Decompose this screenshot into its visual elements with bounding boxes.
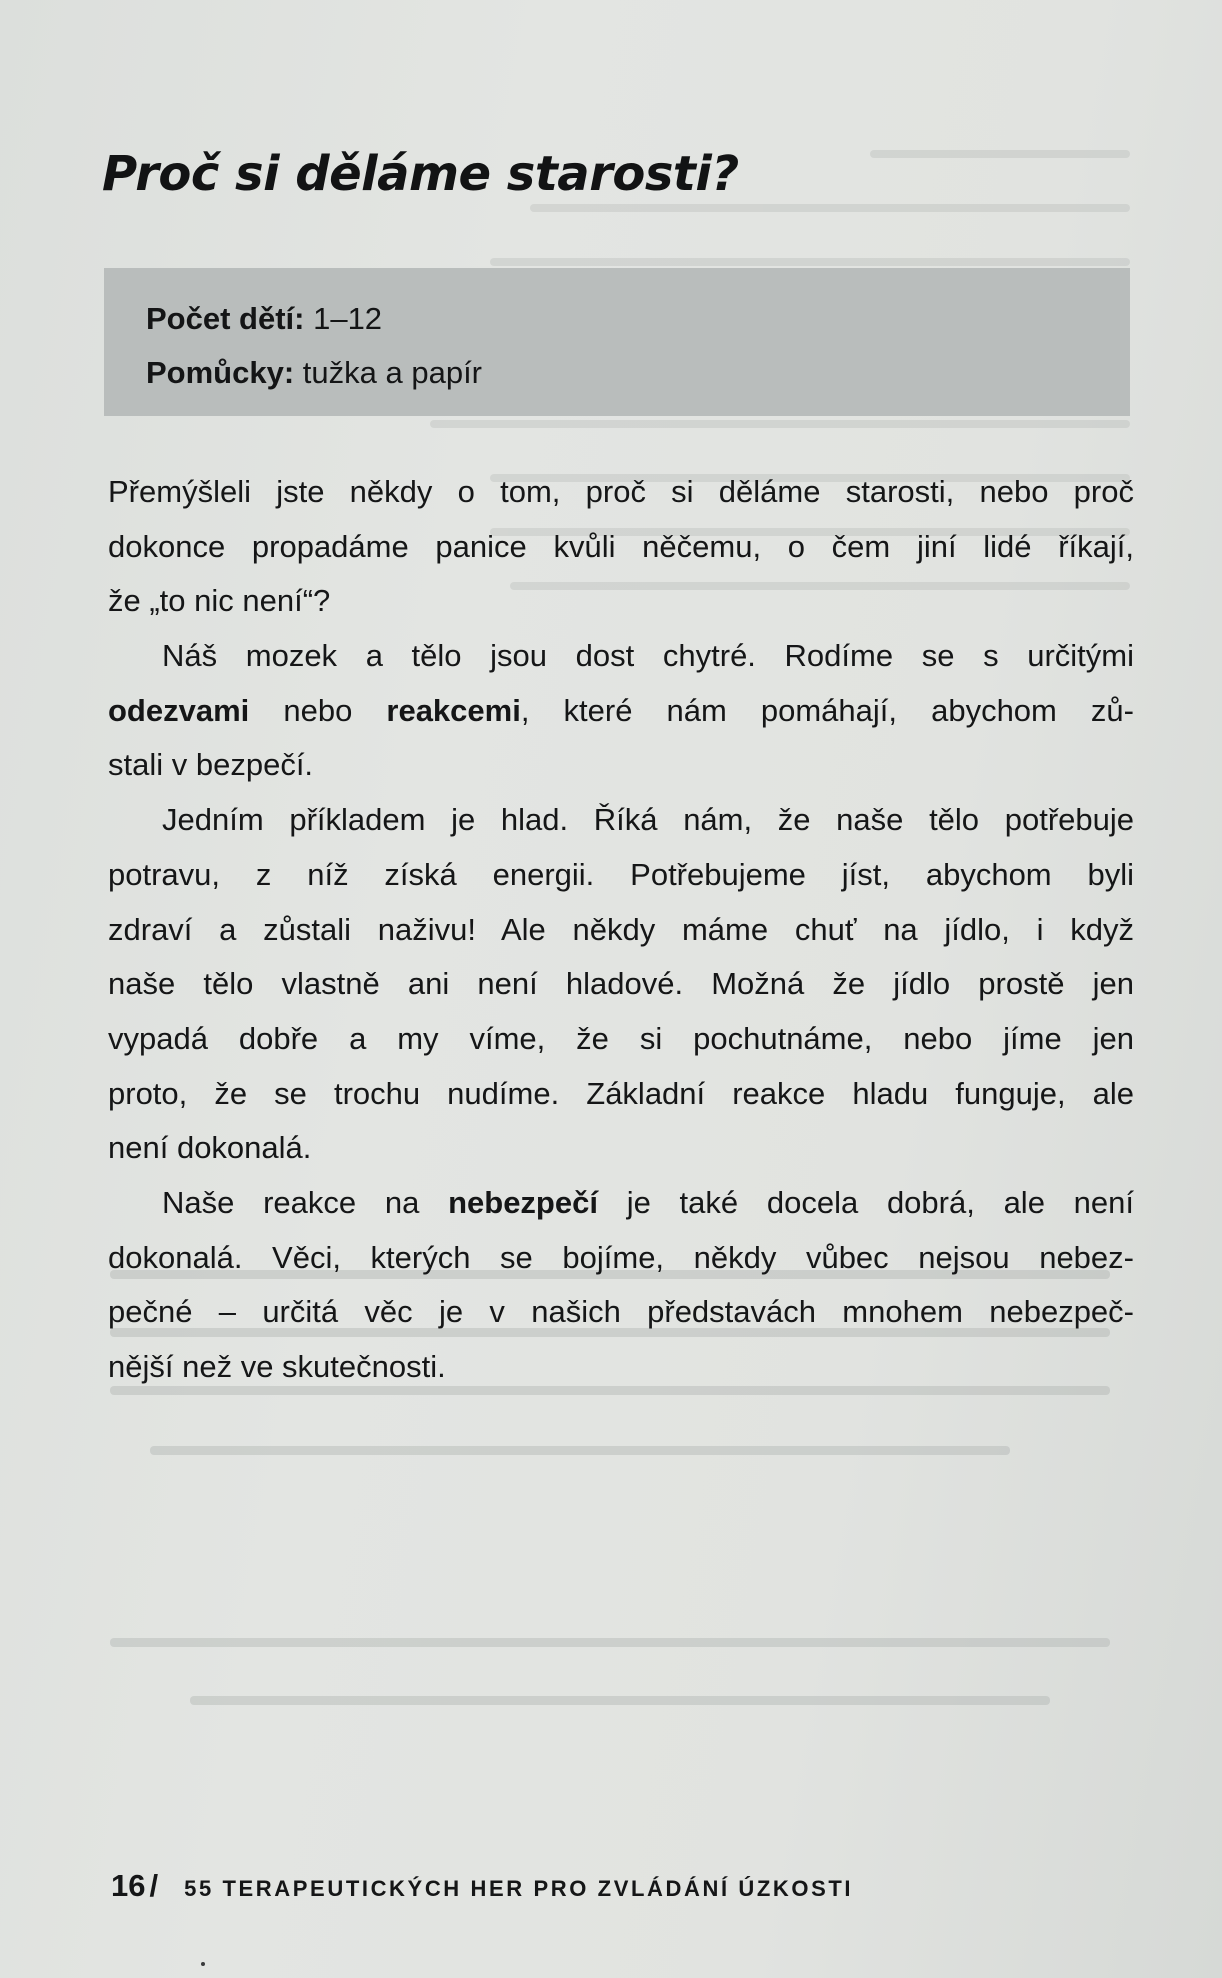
section-title: Proč si děláme starosti? [102,146,739,202]
paragraph-1-line-2: dokonce propadáme panice kvůli něčemu, o čem jiní lidé říkají, [108,528,1134,564]
paragraph-2-line-2-mid: nebo [249,692,387,728]
paragraph-1-line-3: že „to nic není“? [108,583,331,619]
paragraph-4-line-1 [108,1176,1134,1231]
paragraph-3-line-4: naše tělo vlastně ani není hladové. Možná že jídlo prostě jen [108,966,1134,1002]
page-number: 16 [111,1868,146,1903]
body-text [108,465,1134,1395]
materials-row [146,346,1130,400]
children-count-value: 1–12 [304,301,383,336]
paragraph-3-line-6: proto, že se trochu nudíme. Základní reakce hladu funguje, ale [108,1075,1134,1111]
paragraph-4-line-4: nější než ve skutečnosti. [108,1349,446,1384]
term-nebezpeci: nebezpečí [448,1184,598,1220]
paragraph-2-line-3: stali v bezpečí. [108,747,314,783]
term-odezvami: odezvami [108,692,250,728]
footer-separator: / [149,1868,159,1903]
paragraph-2-line-1: Náš mozek a tělo jsou dost chytré. Rodíme se s určitými [162,638,1134,674]
paragraph-1-line-1: Přemýšleli jste někdy o tom, proč si děláme starosti, nebo proč [108,474,1134,509]
paragraph-4-line-1-rest: je také docela dobrá, ale není [597,1184,1134,1220]
paragraph-4-line-2: dokonalá. Věci, kterých se bojíme, někdy vůbec nejsou nebez- [108,1239,1134,1275]
paragraph-3-line-2: potravu, z níž získá energii. Potřebujeme jíst, abychom byli [108,856,1134,892]
paragraph-3-line-7: není dokonalá. [108,1130,312,1166]
paragraph-2-line-2-rest: , které nám pomáhají, abychom zů- [520,692,1134,728]
paragraph-2-line-2 [108,684,1134,739]
running-book-title: 55 TERAPEUTICKÝCH HER PRO ZVLÁDÁNÍ ÚZKOSTI [184,1876,854,1901]
activity-info-box [104,268,1130,416]
paragraph-3-line-5: vypadá dobře a my víme, že si pochutnáme, nebo jíme jen [108,1020,1134,1056]
paragraph-3-line-3: zdraví a zůstali naživu! Ale někdy máme chuť na jídlo, i když [108,911,1134,947]
paragraph-3-line-1: Jedním příkladem je hlad. Říká nám, že naše tělo potřebuje [162,802,1134,838]
children-count-row [146,292,1130,346]
print-speck [201,1962,205,1966]
paragraph-4-line-3: pečné – určitá věc je v našich představách mnohem nebezpeč- [108,1294,1134,1330]
term-reakcemi: reakcemi [386,692,521,728]
paragraph-4-line-1-start: Naše reakce na [162,1184,449,1220]
materials-value: tužka a papír [294,355,483,390]
children-count-label: Počet dětí: [146,301,305,336]
materials-label: Pomůcky: [146,355,295,390]
page-footer [111,1868,853,1904]
